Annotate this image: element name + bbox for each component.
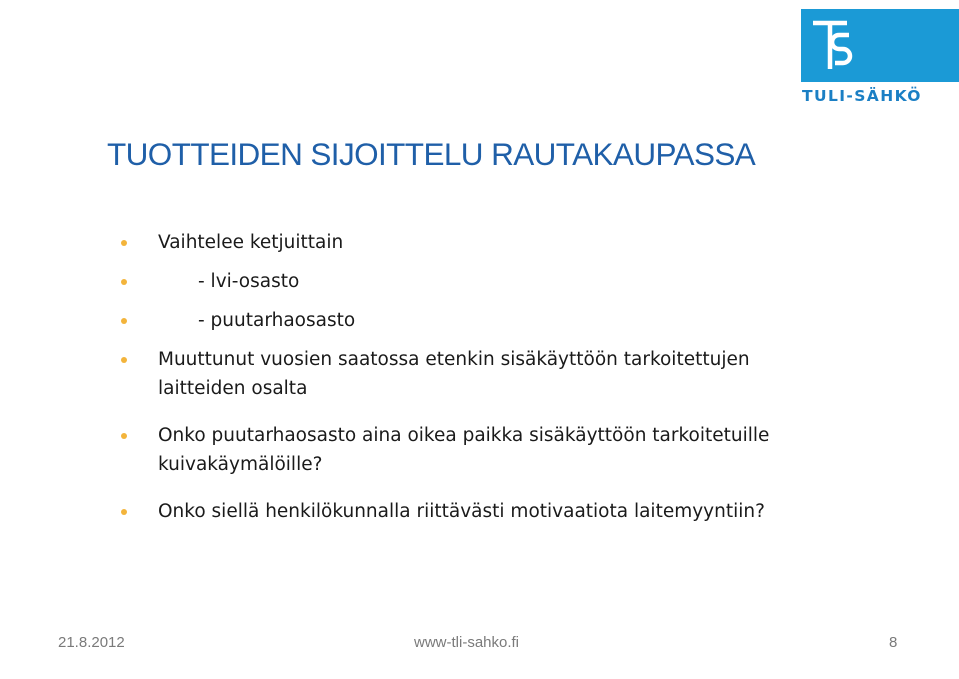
bullet-item xyxy=(121,497,841,526)
bullet-list xyxy=(121,228,841,536)
footer-url: www-tli-sahko.fi xyxy=(414,634,520,651)
bullet-item xyxy=(121,267,841,296)
logo-badge xyxy=(801,9,959,82)
footer-date: 21.8.2012 xyxy=(58,634,125,651)
slide-title: TUOTTEIDEN SIJOITTELU RAUTAKAUPASSA xyxy=(107,136,756,172)
bullet-item xyxy=(121,421,841,479)
bullet-text: Muuttunut vuosien saatossa etenkin sisäkäyttöön tarkoitettujen laitteiden osalta xyxy=(158,349,750,399)
bullet-text: - puutarhaosasto xyxy=(198,310,356,331)
bullet-text: Onko puutarhaosasto aina oikea paikka sisäkäyttöön tarkoitetuille kuivakäymälöille? xyxy=(158,425,770,475)
bullet-text: Vaihtelee ketjuittain xyxy=(158,232,344,253)
bullet-item xyxy=(121,345,841,403)
bullet-dot-icon xyxy=(121,433,127,439)
bullet-text: - lvi-osasto xyxy=(198,271,300,292)
ts-monogram-icon xyxy=(809,17,861,75)
bullet-dot-icon xyxy=(121,279,127,285)
bullet-dot-icon xyxy=(121,318,127,324)
bullet-dot-icon xyxy=(121,509,127,515)
bullet-text: Onko siellä henkilökunnalla riittävästi motivaatiota laitemyyntiin? xyxy=(158,501,765,522)
company-logo xyxy=(801,9,959,109)
logo-wordmark: TULI-SÄHKÖ xyxy=(802,87,922,105)
page-number: 8 xyxy=(889,634,898,651)
bullet-item xyxy=(121,306,841,335)
bullet-item xyxy=(121,228,841,257)
bullet-dot-icon xyxy=(121,240,127,246)
bullet-dot-icon xyxy=(121,357,127,363)
